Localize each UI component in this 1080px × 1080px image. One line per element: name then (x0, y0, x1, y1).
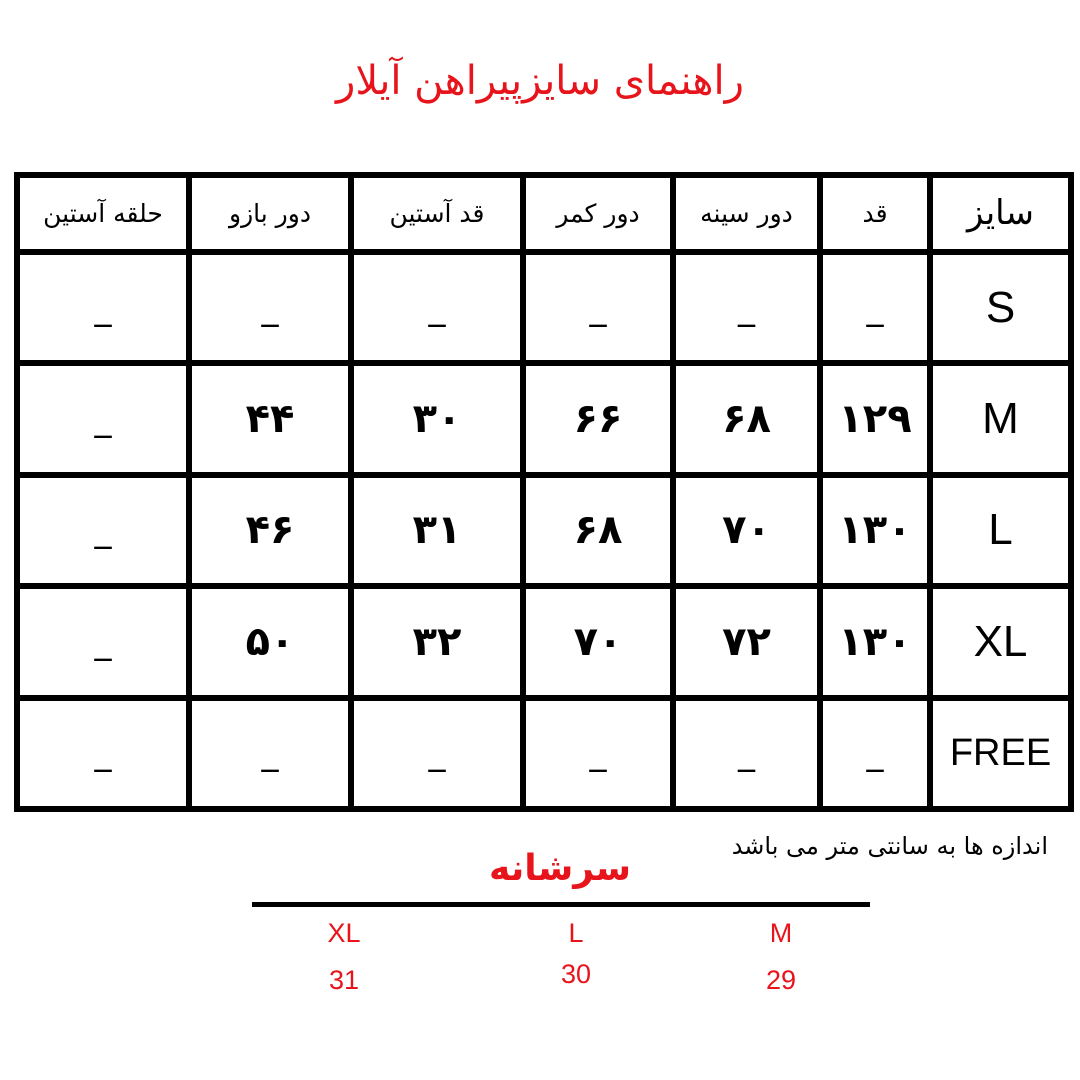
table-cell: _ (673, 698, 820, 809)
table-cell: _ (820, 698, 930, 809)
table-cell: ۱۳۰ (820, 475, 930, 586)
table-cell: _ (17, 252, 189, 363)
shoulder-title: سرشانه (488, 848, 632, 889)
table-row (17, 475, 1071, 586)
table-header-row (17, 175, 1071, 252)
shoulder-size-label: L (568, 918, 584, 948)
page-title: راهنمای سایزپیراهن آیلار (336, 58, 744, 104)
table-cell: ۱۲۹ (820, 363, 930, 474)
header-length: قد (820, 175, 930, 252)
size-label: L (930, 475, 1071, 586)
header-waist: دور کمر (523, 175, 673, 252)
table-cell: ۵۰ (189, 586, 351, 697)
header-arm-circumference: دور بازو (189, 175, 351, 252)
table-cell: _ (673, 252, 820, 363)
table-cell: ۷۰ (673, 475, 820, 586)
table-row (17, 252, 1071, 363)
table-row (17, 698, 1071, 809)
table-cell: ۶۸ (523, 475, 673, 586)
shoulder-column-l (516, 918, 636, 990)
table-cell: ۶۶ (523, 363, 673, 474)
units-note: اندازه ها به سانتی متر می باشد (731, 832, 1048, 860)
table-cell: ۴۴ (189, 363, 351, 474)
size-label: XL (930, 586, 1071, 697)
size-label: M (930, 363, 1071, 474)
table-row (17, 586, 1071, 697)
shoulder-column-m (721, 918, 841, 996)
table-cell: _ (351, 698, 523, 809)
table-cell: ۴۶ (189, 475, 351, 586)
header-sleeve-armhole: حلقه آستین (17, 175, 189, 252)
table-cell: ۶۸ (673, 363, 820, 474)
shoulder-size-label: M (769, 918, 793, 948)
shoulder-value: 29 (765, 965, 797, 995)
table-row (17, 363, 1071, 474)
shoulder-column-xl (284, 918, 404, 996)
table-cell: _ (523, 698, 673, 809)
table-cell: ۱۳۰ (820, 586, 930, 697)
size-label: S (930, 252, 1071, 363)
shoulder-size-label: XL (327, 918, 361, 948)
size-table (14, 172, 1074, 812)
header-size: سایز (930, 175, 1071, 252)
table-cell: _ (820, 252, 930, 363)
table-cell: _ (189, 252, 351, 363)
header-sleeve-length: قد آستین (351, 175, 523, 252)
table-cell: ۳۱ (351, 475, 523, 586)
shoulder-value: 30 (560, 959, 592, 989)
table-cell: _ (17, 586, 189, 697)
table-cell: ۳۰ (351, 363, 523, 474)
table-cell: _ (351, 252, 523, 363)
table-cell: _ (17, 698, 189, 809)
table-cell: _ (17, 363, 189, 474)
table-cell: _ (523, 252, 673, 363)
table-cell: ۷۲ (673, 586, 820, 697)
shoulder-divider (252, 902, 870, 907)
size-label: FREE (930, 698, 1071, 809)
header-chest: دور سینه (673, 175, 820, 252)
table-cell: _ (17, 475, 189, 586)
shoulder-value: 31 (328, 965, 360, 995)
table-cell: _ (189, 698, 351, 809)
table-cell: ۷۰ (523, 586, 673, 697)
table-cell: ۳۲ (351, 586, 523, 697)
